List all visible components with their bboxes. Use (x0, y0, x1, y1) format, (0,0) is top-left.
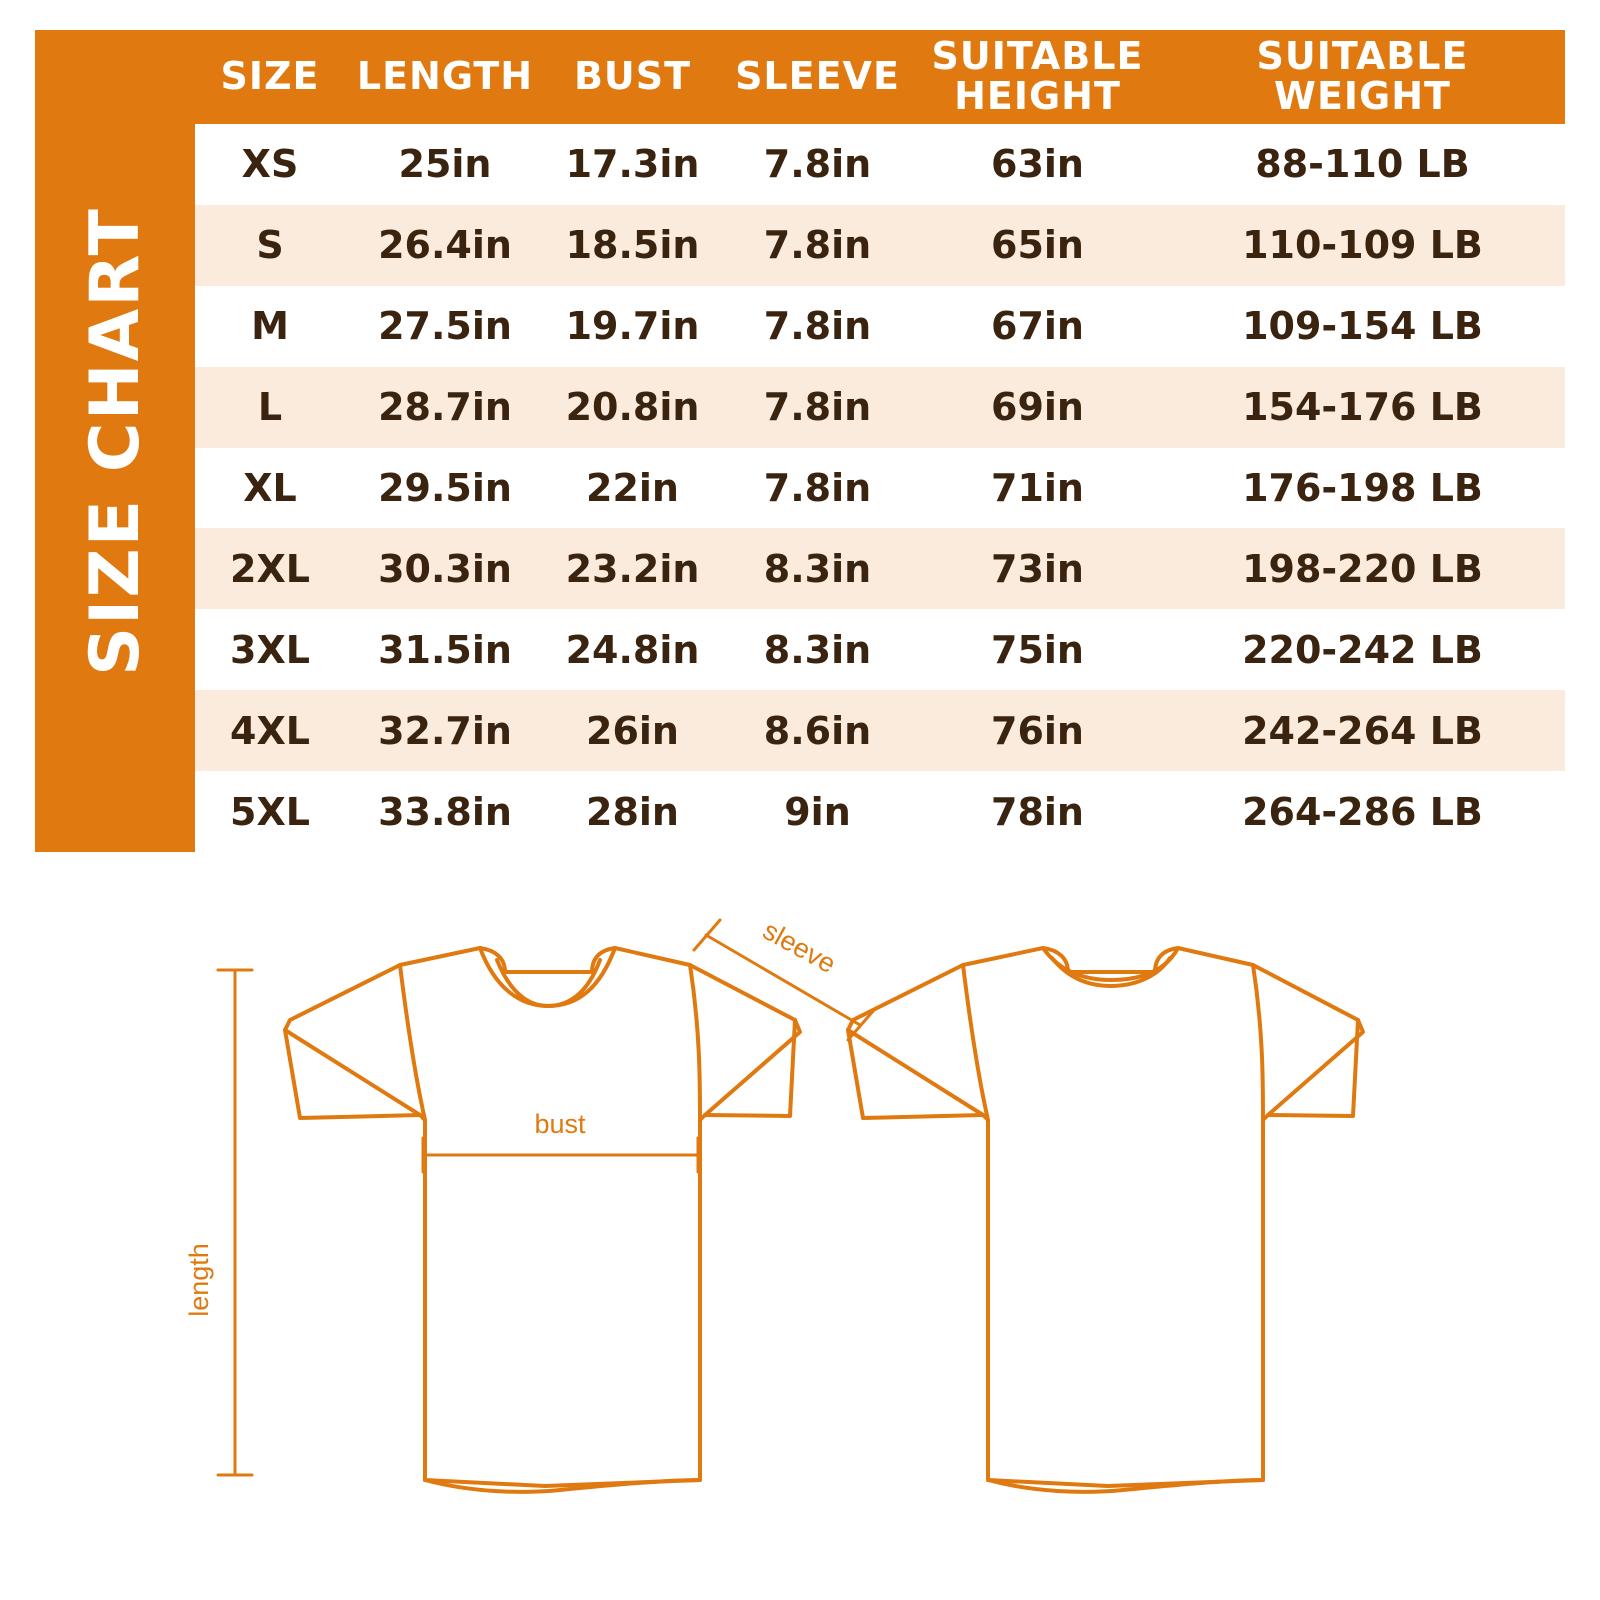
cell-bust: 18.5in (565, 223, 700, 268)
table-row (195, 124, 1565, 205)
cell-suitable-weight: 176-198 LB (1242, 465, 1483, 510)
cell-sleeve: 7.8in (763, 385, 872, 430)
cell-bust: 28in (586, 789, 679, 834)
cell-length: 29.5in (378, 465, 512, 510)
cell-suitable-height: 73in (991, 546, 1084, 591)
cell-length: 33.8in (378, 789, 512, 834)
cell-suitable-height: 71in (991, 465, 1084, 510)
cell-suitable-weight: 242-264 LB (1242, 708, 1483, 753)
cell-bust: 22in (586, 465, 679, 510)
cell-suitable-weight: 110-109 LB (1242, 223, 1483, 268)
bust-label: bust (534, 1109, 586, 1139)
cell-suitable-weight: 88-110 LB (1255, 142, 1470, 187)
cell-size: 5XL (230, 789, 310, 834)
cell-bust: 24.8in (565, 627, 700, 672)
cell-suitable-weight: 198-220 LB (1242, 546, 1483, 591)
cell-suitable-height: 76in (991, 708, 1084, 753)
cell-length: 26.4in (378, 223, 512, 268)
column-header-suitable-height-line2: HEIGHT (954, 73, 1121, 118)
cell-sleeve: 7.8in (763, 142, 872, 187)
cell-suitable-weight: 154-176 LB (1242, 385, 1483, 430)
cell-suitable-weight: 109-154 LB (1242, 304, 1483, 349)
column-header-suitable-height (915, 34, 1160, 118)
table-row (195, 286, 1565, 367)
cell-sleeve: 8.3in (763, 627, 872, 672)
cell-suitable-height: 78in (991, 789, 1084, 834)
cell-length: 25in (398, 142, 492, 187)
cell-suitable-weight: 264-286 LB (1242, 789, 1483, 834)
column-header-suitable-weight (1160, 34, 1565, 118)
table-header-row (195, 30, 1565, 124)
length-label: length (184, 1243, 214, 1317)
table-row (195, 205, 1565, 286)
cell-size: L (257, 385, 283, 430)
cell-bust: 23.2in (565, 546, 700, 591)
cell-suitable-height: 67in (991, 304, 1084, 349)
cell-bust: 20.8in (565, 385, 700, 430)
cell-suitable-height: 63in (991, 142, 1084, 187)
table-row (195, 609, 1565, 690)
table-row (195, 771, 1565, 852)
column-header-sleeve: SLEEVE (735, 54, 900, 98)
cell-size: 3XL (230, 627, 310, 672)
cell-size: S (256, 223, 284, 268)
cell-sleeve: 7.8in (763, 304, 872, 349)
tshirt-back-icon (848, 948, 1363, 1492)
cell-size: XS (241, 142, 299, 187)
table-row (195, 528, 1565, 609)
cell-suitable-weight: 220-242 LB (1242, 627, 1483, 672)
column-header-suitable-weight-line1: SUITABLE (1256, 34, 1469, 79)
length-measure-line (218, 970, 252, 1475)
column-header-length: LENGTH (356, 54, 534, 98)
cell-bust: 17.3in (565, 142, 700, 187)
tshirt-front-icon (285, 948, 800, 1492)
table-row (195, 690, 1565, 771)
page-title: SIZE CHART (75, 206, 155, 676)
cell-bust: 26in (586, 708, 679, 753)
table-row (195, 367, 1565, 448)
cell-sleeve: 8.3in (763, 546, 872, 591)
cell-bust: 19.7in (565, 304, 700, 349)
column-header-bust: BUST (573, 54, 692, 98)
cell-length: 32.7in (378, 708, 512, 753)
cell-size: M (251, 304, 289, 349)
column-header-size: SIZE (220, 54, 320, 98)
size-chart-panel (35, 30, 1565, 852)
measurement-diagram (0, 880, 1600, 1580)
cell-sleeve: 7.8in (763, 465, 872, 510)
size-chart-title (35, 30, 195, 852)
cell-sleeve: 9in (784, 789, 851, 834)
size-chart-table (195, 30, 1565, 852)
cell-suitable-height: 75in (991, 627, 1084, 672)
cell-length: 27.5in (378, 304, 512, 349)
cell-sleeve: 7.8in (763, 223, 872, 268)
cell-length: 31.5in (378, 627, 512, 672)
column-header-suitable-weight-line2: WEIGHT (1274, 73, 1451, 118)
cell-suitable-height: 65in (991, 223, 1084, 268)
cell-size: 4XL (230, 708, 310, 753)
sleeve-label: sleeve (757, 915, 841, 980)
cell-size: 2XL (230, 546, 310, 591)
column-header-suitable-height-line1: SUITABLE (931, 34, 1144, 79)
bust-measure-line (423, 1138, 698, 1172)
table-row (195, 448, 1565, 529)
cell-suitable-height: 69in (991, 385, 1084, 430)
cell-length: 30.3in (378, 546, 512, 591)
cell-sleeve: 8.6in (763, 708, 872, 753)
cell-size: XL (243, 465, 297, 510)
cell-length: 28.7in (378, 385, 512, 430)
